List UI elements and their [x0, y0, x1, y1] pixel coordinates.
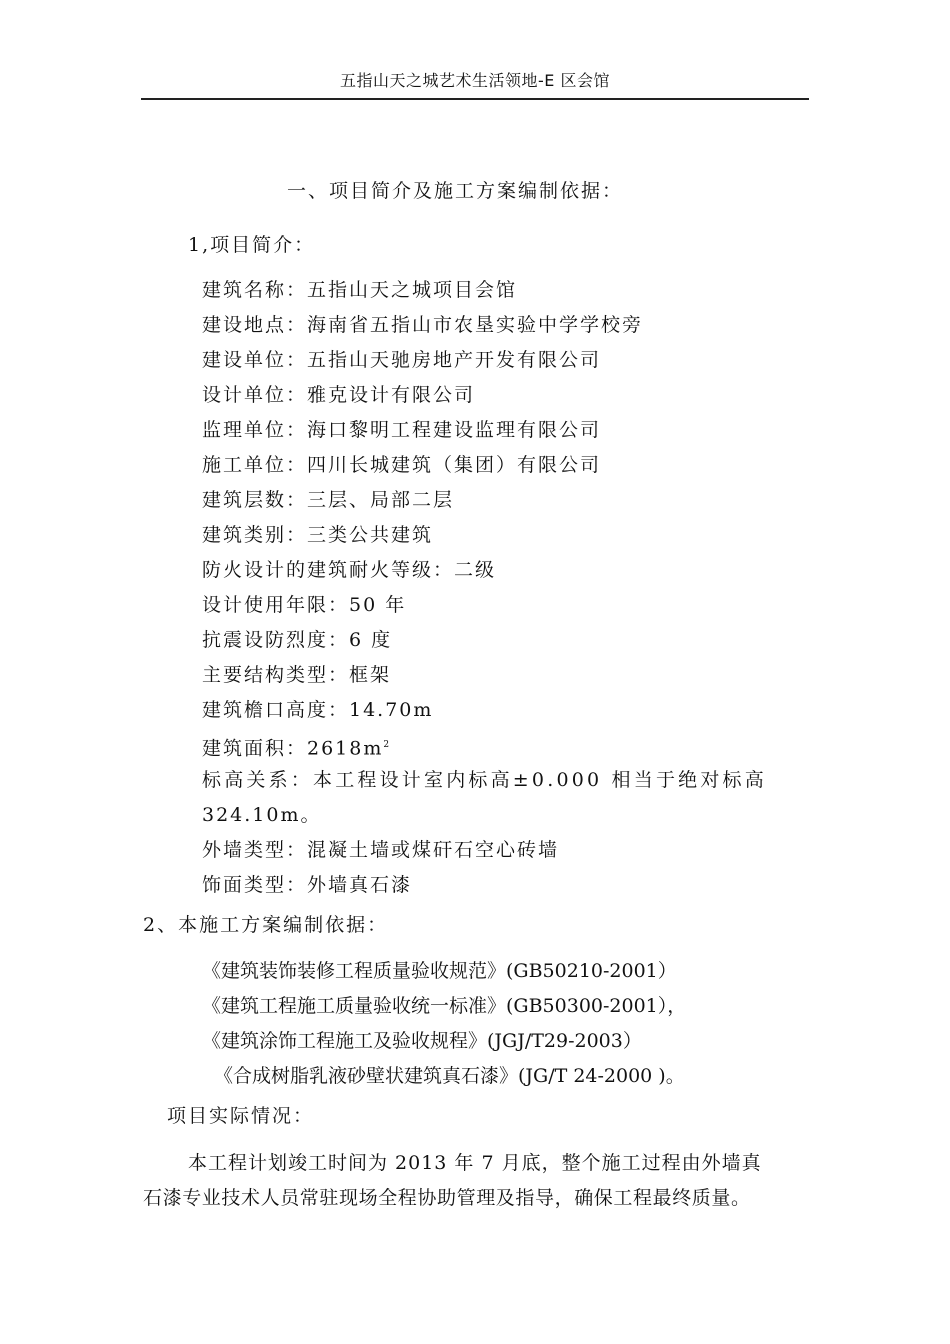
- info-line: 设计使用年限：50 年: [202, 594, 407, 616]
- info-line: 建筑檐口高度：14.70m: [202, 699, 434, 721]
- info-line: 建设地点：海南省五指山市农垦实验中学学校旁: [202, 314, 644, 336]
- header-title: 五指山天之城艺术生活领地-E 区会馆: [340, 71, 610, 90]
- info-line: 设计单位：雅克设计有限公司: [202, 384, 476, 406]
- info-line: 监理单位：海口黎明工程建设监理有限公司: [202, 419, 602, 441]
- actual-heading: 项目实际情况：: [167, 1105, 315, 1127]
- info-line-area: [202, 732, 391, 761]
- info-line: 饰面类型：外墙真石漆: [202, 874, 413, 896]
- area-superscript: 2: [383, 740, 392, 750]
- info-line: 324.10m。: [202, 804, 322, 826]
- basis-heading: 2、本施工方案编制依据：: [143, 914, 389, 936]
- actual-paragraph-line: 本工程计划竣工时间为 2013 年 7 月底，整个施工过程由外墙真: [188, 1152, 762, 1174]
- actual-paragraph-line: 石漆专业技术人员常驻现场全程协助管理及指导，确保工程最终质量。: [143, 1187, 751, 1209]
- info-line: 标高关系：本工程设计室内标高±0.000 相当于绝对标高: [202, 769, 767, 791]
- intro-heading: 1,项目简介：: [188, 234, 316, 256]
- info-line: 施工单位：四川长城建筑（集团）有限公司: [202, 454, 602, 476]
- info-line: 建筑层数：三层、局部二层: [202, 489, 455, 511]
- area-text: 建筑面积：2618m: [202, 737, 384, 760]
- info-line: 建筑类别：三类公共建筑: [202, 524, 434, 546]
- basis-item: 《建筑涂饰工程施工及验收规程》(JGJ/T29-2003）: [202, 1030, 642, 1052]
- info-line: 防火设计的建筑耐火等级：二级: [202, 559, 497, 581]
- info-line: 建筑名称：五指山天之城项目会馆: [202, 279, 518, 301]
- info-line: 抗震设防烈度：6 度: [202, 629, 393, 651]
- basis-item: 《建筑装饰装修工程质量验收规范》(GB50210-2001）: [202, 960, 677, 982]
- info-line: 外墙类型：混凝土墙或煤矸石空心砖墙: [202, 839, 560, 861]
- info-line: 建设单位：五指山天驰房地产开发有限公司: [202, 349, 602, 371]
- page-header: [141, 0, 809, 100]
- basis-item: 《合成树脂乳液砂壁状建筑真石漆》(JG/T 24-2000 )。: [214, 1065, 685, 1087]
- section-title: 一、项目简介及施工方案编制依据：: [287, 180, 624, 202]
- basis-item: 《建筑工程施工质量验收统一标准》(GB50300-2001），: [202, 995, 687, 1017]
- info-line: 主要结构类型：框架: [202, 664, 392, 686]
